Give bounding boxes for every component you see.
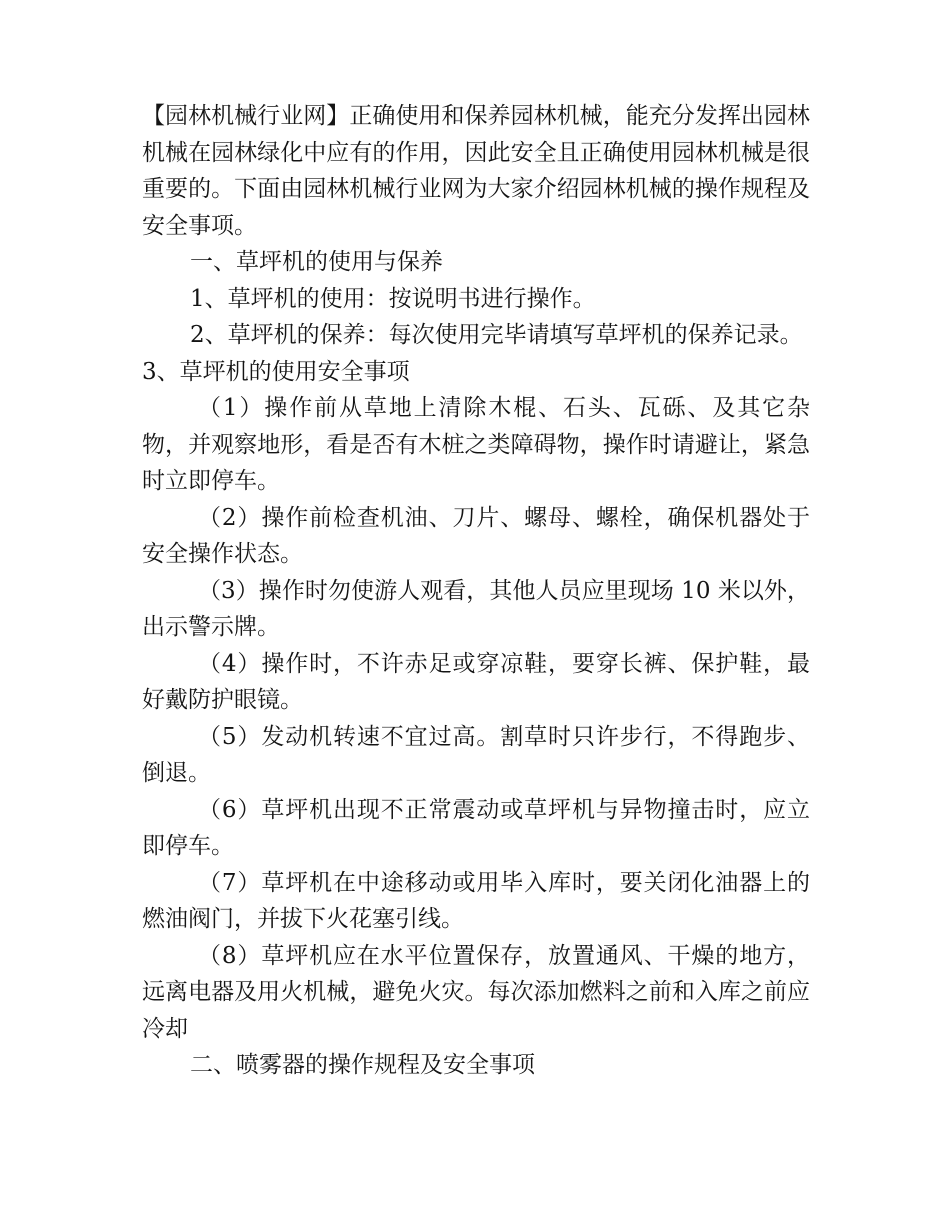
- safety-item-8: （8）草坪机应在水平位置保存，放置通风、干燥的地方，远离电器及用火机械，避免火灾。每次添加燃料之前和入库之前应冷却: [142, 942, 810, 1042]
- safety-item-1: （1）操作前从草地上清除木棍、石头、瓦砾、及其它杂物，并观察地形，看是否有木桩之类障碍物，操作时请避让，紧急时立即停车。: [142, 395, 810, 494]
- section-heading-lawnmower: 一、草坪机的使用与保养: [190, 249, 443, 275]
- safety-item-6: （6）草坪机出现不正常震动或草坪机与异物撞击时，应立即停车。: [142, 796, 810, 859]
- lawnmower-usage-paragraph: 1、草坪机的使用：按说明书进行操作。: [190, 285, 596, 312]
- safety-item-3: （3）操作时勿使游人观看，其他人员应里现场 10 米以外，出示警示牌。: [142, 577, 810, 640]
- section-heading-sprayer: 二、喷雾器的操作规程及安全事项: [190, 1052, 535, 1078]
- safety-item-2: （2）操作前检查机油、刀片、螺母、螺栓，确保机器处于安全操作状态。: [142, 504, 810, 567]
- document-page: [142, 98, 810, 1084]
- intro-paragraph: 【园林机械行业网】正确使用和保养园林机械，能充分发挥出园林机械在园林绿化中应有的作用，因此安全且正确使用园林机械是很重要的。下面由园林机械行业网为大家介绍园林机械的操作规程及安全事项。: [142, 103, 810, 239]
- lawnmower-safety-heading: 3、草坪机的使用安全事项: [142, 358, 410, 385]
- safety-item-4: （4）操作时，不许赤足或穿凉鞋，要穿长裤、保护鞋，最好戴防护眼镜。: [142, 650, 810, 713]
- safety-item-7: （7）草坪机在中途移动或用毕入库时，要关闭化油器上的燃油阀门，并拔下火花塞引线。: [142, 869, 810, 932]
- lawnmower-maintenance-paragraph: 2、草坪机的保养：每次使用完毕请填写草坪机的保养记录。: [190, 322, 803, 348]
- safety-item-5: （5）发动机转速不宜过高。割草时只许步行，不得跑步、倒退。: [142, 723, 810, 786]
